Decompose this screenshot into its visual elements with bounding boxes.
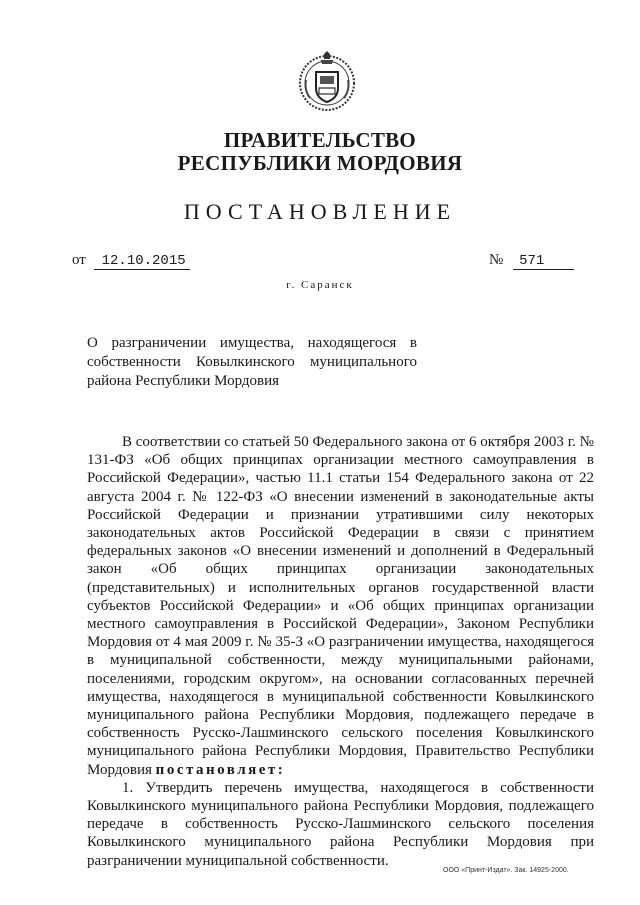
city-label: г. Саранск	[286, 279, 354, 291]
printer-footer: ООО «Принт-Издат». Зак. 14925-2000.	[443, 867, 569, 874]
number-prefix: №	[489, 252, 504, 268]
org-name-line1: ПРАВИТЕЛЬСТВО	[223, 128, 417, 152]
org-name-line2: РЕСПУБЛИКИ МОРДОВИЯ	[177, 151, 463, 175]
document-subject: О разграничении имущества, находящегося в собственности Ковылкинского муниципального района Республики Мордовия	[87, 335, 417, 389]
document-body	[87, 433, 594, 870]
date-prefix: от	[72, 252, 86, 268]
document-type: ПОСТАНОВЛЕНИЕ	[183, 199, 457, 224]
coat-of-arms-icon	[296, 50, 358, 112]
preamble-paragraph	[87, 433, 594, 779]
document-date: 12.10.2015	[94, 253, 190, 270]
item-1-paragraph: 1. Утвердить перечень имущества, находящегося в собственности Ковылкинского муниципального района Республики Мордовия, подлежащего передаче в собственность Русско-Лашминского сельского поселения Ковылкинского муниципального района Республики Мордовия при разграничении муниципальной собственности.	[87, 779, 594, 869]
preamble-text: В соответствии со статьей 50 Федерального закона от 6 октября 2003 г. № 131-ФЗ «Об общих принципах организации местного самоуправления в Российской Федерации», частью 11.1 статьи 154 Федерального закона от 22 августа 2004 г. № 122-ФЗ «О внесении изменений в законодательные акты Российской Федерации и признании утратившими силу некоторых законодательных актов Российской Федерации в связи с принятием федеральных законов «О внесении изменений и дополнений в Федеральный закон «Об общих принципах организации законодательных (представительных) и исполнительных органов государственной власти субъектов Российской Федерации» и «Об общих принципах организации местного самоуправления в Российской Федерации», Законом Республики Мордовия от 4 мая 2009 г. № 35-З «О разграничении имущества, находящегося в муниципальной собственности, между муниципальными районами, поселениями, городским округом», на основании согласованных перечней имущества, находящегося в муниципальной собственности Ковылкинского муниципального района Республики Мордовия, подлежащего передаче в собственность Русско-Лашминского сельского поселения Ковылкинского муниципального района Республики Мордовия, Правительство Республики Мордовия	[87, 434, 594, 778]
date-line	[72, 252, 190, 270]
resolves-word: постановляет:	[155, 761, 286, 778]
document-number: 571	[513, 253, 574, 270]
number-line	[489, 252, 574, 270]
